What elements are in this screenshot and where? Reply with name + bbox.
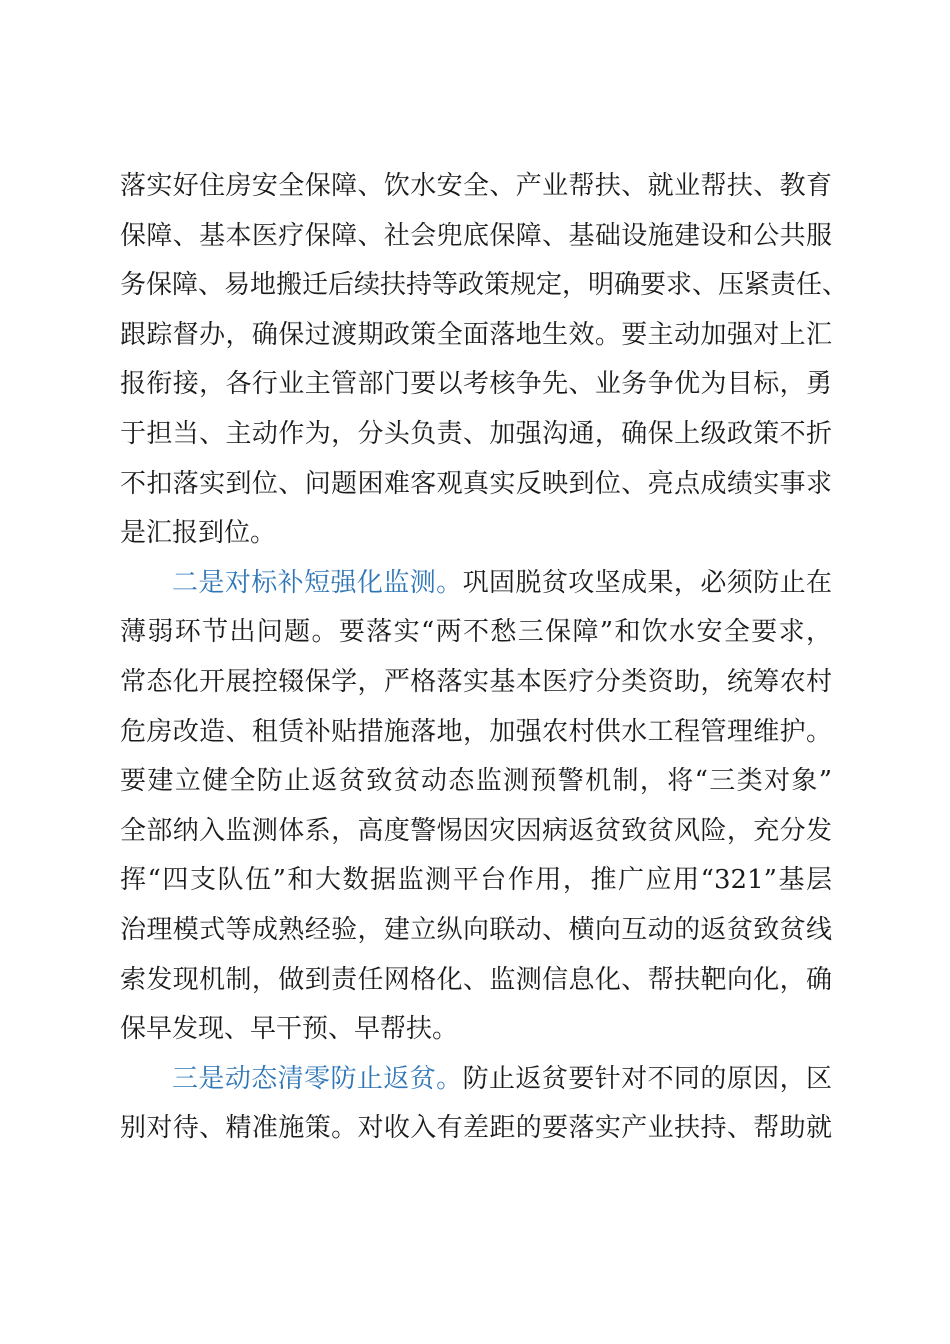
text-line: 务保障、易地搬迁后续扶持等政策规定，明确要求、压紧责任、 <box>120 270 849 301</box>
text-line: 保早发现、早干预、早帮扶。 <box>120 1014 459 1045</box>
paragraph-first-line <box>120 559 832 609</box>
text-line: 是汇报到位。 <box>120 518 277 549</box>
text-line: 治理模式等成熟经验，建立纵向联动、横向互动的返贫致贫线 <box>120 914 832 945</box>
text-span: 巩固脱贫攻坚成果，必须防止在 <box>462 567 832 598</box>
text-line: 要建立健全防止返贫致贫动态监测预警机制，将“三类对象” <box>120 766 832 797</box>
text-line: 挥“四支队伍”和大数据监测平台作用，推广应用“321”基层 <box>120 865 832 896</box>
text-line: 别对待、精准施策。对收入有差距的要落实产业扶持、帮助就 <box>120 1113 832 1144</box>
text-span: 防止返贫要针对不同的原因，区 <box>462 1063 832 1094</box>
text-line: 全部纳入监测体系，高度警惕因灾因病返贫致贫风险，充分发 <box>120 815 832 846</box>
text-line: 保障、基本医疗保障、社会兜底保障、基础设施建设和公共服 <box>120 220 832 251</box>
paragraph-first-line <box>120 1055 832 1105</box>
text-line: 于担当、主动作为，分头负责、加强沟通，确保上级政策不折 <box>120 418 832 449</box>
section-heading: 二是对标补短强化监测。 <box>172 567 463 598</box>
document-body <box>120 162 849 1154</box>
section-heading: 三是动态清零防止返贫。 <box>172 1063 463 1094</box>
text-line: 不扣落实到位、问题困难客观真实反映到位、亮点成绩实事求 <box>120 468 832 499</box>
text-line: 常态化开展控辍保学，严格落实基本医疗分类资助，统筹农村 <box>120 666 832 697</box>
text-line: 落实好住房安全保障、饮水安全、产业帮扶、就业帮扶、教育 <box>120 171 832 201</box>
text-line: 危房改造、租赁补贴措施落地，加强农村供水工程管理维护。 <box>120 716 832 747</box>
text-line: 跟踪督办，确保过渡期政策全面落地生效。要主动加强对上汇 <box>120 319 832 350</box>
text-line: 报衔接，各行业主管部门要以考核争先、业务争优为目标，勇 <box>120 369 832 400</box>
text-line: 薄弱环节出问题。要落实“两不愁三保障”和饮水安全要求， <box>120 617 832 648</box>
text-line: 索发现机制，做到责任网格化、监测信息化、帮扶靶向化，确 <box>120 964 832 995</box>
